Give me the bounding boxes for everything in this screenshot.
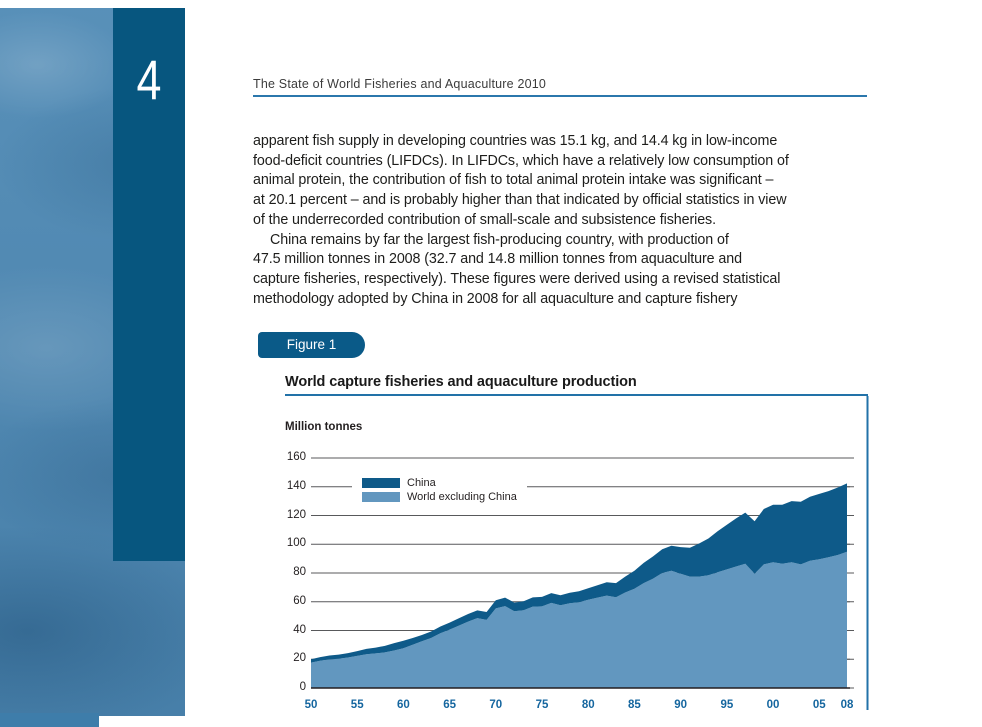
body-text-line: at 20.1 percent – and is probably higher than that indicated by official statistics in view <box>253 192 787 209</box>
y-tick-label-40: 40 <box>293 623 306 636</box>
chart-legend <box>352 470 527 509</box>
y-axis-unit-label: Million tonnes <box>285 421 363 433</box>
body-text-line: apparent fish supply in developing countries was 15.1 kg, and 14.4 kg in low-income <box>253 133 778 149</box>
y-tick-label-120: 120 <box>286 508 306 521</box>
x-tick-label-85: 85 <box>628 699 641 711</box>
legend-swatch <box>362 492 400 502</box>
legend-row <box>362 476 517 490</box>
y-tick-label-0: 0 <box>299 681 306 693</box>
area-world-excluding-china <box>311 552 847 688</box>
body-text-line: capture fisheries, respectively). These figures were derived using a revised statistical <box>253 270 781 287</box>
x-tick-label-75: 75 <box>535 699 549 711</box>
y-tick-label-80: 80 <box>293 566 306 578</box>
legend-label: World excluding China <box>407 491 517 503</box>
x-tick-label-55: 55 <box>350 699 364 711</box>
x-tick-label-80: 80 <box>581 699 595 711</box>
figure-title: World capture fisheries and aquaculture production <box>285 374 637 390</box>
x-tick-label-70: 70 <box>489 699 503 711</box>
x-tick-label-90: 90 <box>674 699 688 711</box>
x-tick-label-05: 05 <box>812 699 826 711</box>
x-tick-label-65: 65 <box>443 699 457 711</box>
body-text-line: China remains by far the largest fish-producing country, with production of <box>270 231 729 248</box>
body-text-line: animal protein, the contribution of fish to total animal protein intake was significant – <box>253 172 774 189</box>
x-tick-label-60: 60 <box>397 699 410 711</box>
figure-badge: Figure 1 <box>258 332 365 358</box>
y-tick-label-160: 160 <box>286 451 306 463</box>
body-text-line: of the underrecorded contribution of small-scale and subsistence fisheries. <box>253 211 716 228</box>
body-text-line: methodology adopted by China in 2008 for all aquaculture and capture fishery <box>253 290 738 307</box>
y-tick-label-100: 100 <box>286 537 306 550</box>
x-tick-label-50: 50 <box>304 699 318 711</box>
page-number: 4 <box>136 48 162 111</box>
y-tick-label-60: 60 <box>293 594 306 607</box>
x-tick-label-95: 95 <box>720 699 734 711</box>
y-tick-label-20: 20 <box>293 652 306 665</box>
y-tick-label-140: 140 <box>286 479 306 492</box>
running-header: The State of World Fisheries and Aquaculture 2010 <box>253 77 547 91</box>
legend-swatch <box>362 478 400 488</box>
body-text-line: food-deficit countries (LIFDCs). In LIFDCs, which have a relatively low consumption of <box>253 152 789 169</box>
legend-label: China <box>407 477 436 489</box>
body-text-line: 47.5 million tonnes in 2008 (32.7 and 14.8 million tonnes from aquaculture and <box>253 251 742 268</box>
x-tick-label-00: 00 <box>766 699 780 711</box>
x-tick-label-08: 08 <box>840 699 854 711</box>
legend-row <box>362 490 517 504</box>
